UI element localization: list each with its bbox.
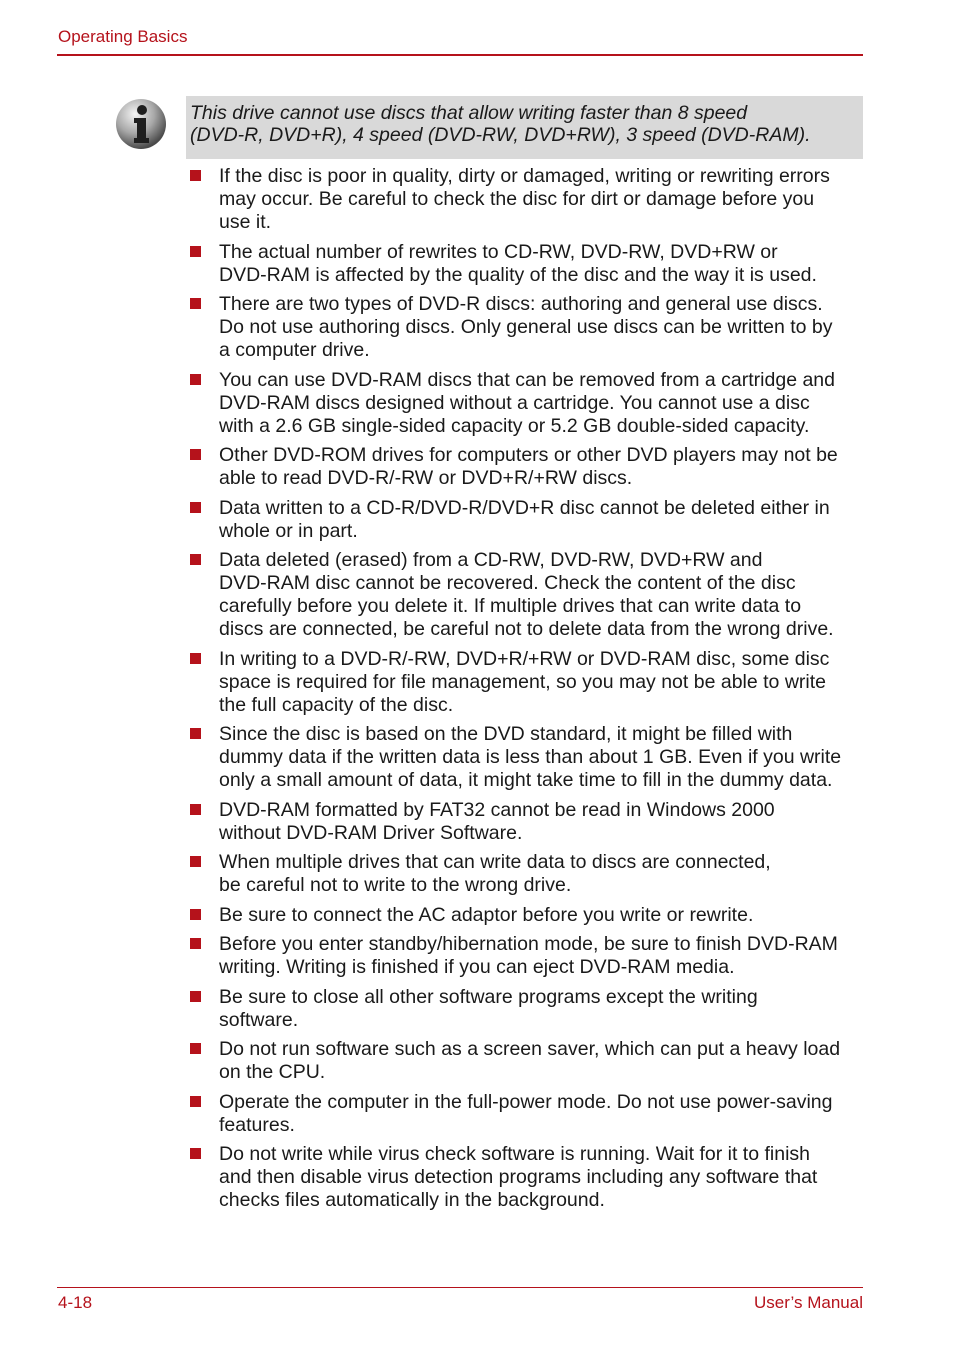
bullet-square-icon [190,653,201,664]
bullet-square-icon [190,938,201,949]
list-item: Operate the computer in the full-power mode. Do not use power-saving features. [186,1091,866,1137]
bullet-square-icon [190,298,201,309]
note-line: This drive cannot use discs that allow writing faster than 8 speed [190,102,748,124]
list-item: Since the disc is based on the DVD standard, it might be filled with dummy data if the written data is less than about 1 GB. Even if you write only a small amount of data, it might take time to fill in the dummy data. [186,723,866,792]
list-item: In writing to a DVD-R/-RW, DVD+R/+RW or DVD-RAM disc, some disc space is required for file management, so you may not be able to write the full capacity of the disc. [186,648,866,717]
bullet-square-icon [190,449,201,460]
list-item: There are two types of DVD-R discs: authoring and general use discs. Do not use authoring discs. Only general use discs can be written to by a computer drive. [186,293,866,362]
bullet-square-icon [190,909,201,920]
manual-title: User’s Manual [754,1293,863,1312]
list-item: The actual number of rewrites to CD-RW, DVD-RW, DVD+RW or DVD-RAM is affected by the quality of the disc and the way it is used. [186,241,866,287]
bullet-square-icon [190,991,201,1002]
bullet-square-icon [190,170,201,181]
list-item: Data written to a CD-R/DVD-R/DVD+R disc cannot be deleted either in whole or in part. [186,497,866,543]
bullet-square-icon [190,1148,201,1159]
list-item: If the disc is poor in quality, dirty or damaged, writing or rewriting errors may occur. Be careful to check the disc for dirt or damage before you use it. [186,165,866,234]
list-item: Be sure to close all other software programs except the writing software. [186,986,866,1032]
bullet-square-icon [190,554,201,565]
list-item: Before you enter standby/hibernation mode, be sure to finish DVD-RAM writing. Writing is finished if you can eject DVD-RAM media. [186,933,866,979]
list-item: Other DVD-ROM drives for computers or other DVD players may not be able to read DVD-R/-RW or DVD+R/+RW discs. [186,444,866,490]
list-item: Data deleted (erased) from a CD-RW, DVD-RW, DVD+RW and DVD-RAM disc cannot be recovered. Check the content of the disc carefully before you delete it. If multiple drives that can write data to discs are connected, be careful not to delete data from the wrong drive. [186,549,866,641]
footer-rule [57,1287,863,1288]
list-item: DVD-RAM formatted by FAT32 cannot be read in Windows 2000 without DVD-RAM Driver Software. [186,799,866,845]
info-icon [113,96,169,152]
bullet-square-icon [190,1096,201,1107]
running-header: Operating Basics [58,27,188,46]
bullet-square-icon [190,728,201,739]
bullet-square-icon [190,374,201,385]
note-box [186,96,863,159]
page-number: 4-18 [58,1293,93,1312]
bullet-list [186,165,866,1219]
bullet-square-icon [190,804,201,815]
bullet-square-icon [190,502,201,513]
list-item: Do not write while virus check software is running. Wait for it to finish and then disable virus detection programs including any software that checks files automatically in the background. [186,1143,866,1212]
bullet-square-icon [190,856,201,867]
note-line: (DVD-R, DVD+R), 4 speed (DVD-RW, DVD+RW), 3 speed (DVD-RAM). [190,124,811,146]
header-rule [57,54,863,56]
bullet-square-icon [190,246,201,257]
list-item: You can use DVD-RAM discs that can be removed from a cartridge and DVD-RAM discs designed without a cartridge. You cannot use a disc with a 2.6 GB single-sided capacity or 5.2 GB double-sided capacity. [186,369,866,438]
list-item: Be sure to connect the AC adaptor before you write or rewrite. [186,904,866,927]
list-item: Do not run software such as a screen saver, which can put a heavy load on the CPU. [186,1038,866,1084]
bullet-square-icon [190,1043,201,1054]
list-item: When multiple drives that can write data to discs are connected, be careful not to write to the wrong drive. [186,851,866,897]
